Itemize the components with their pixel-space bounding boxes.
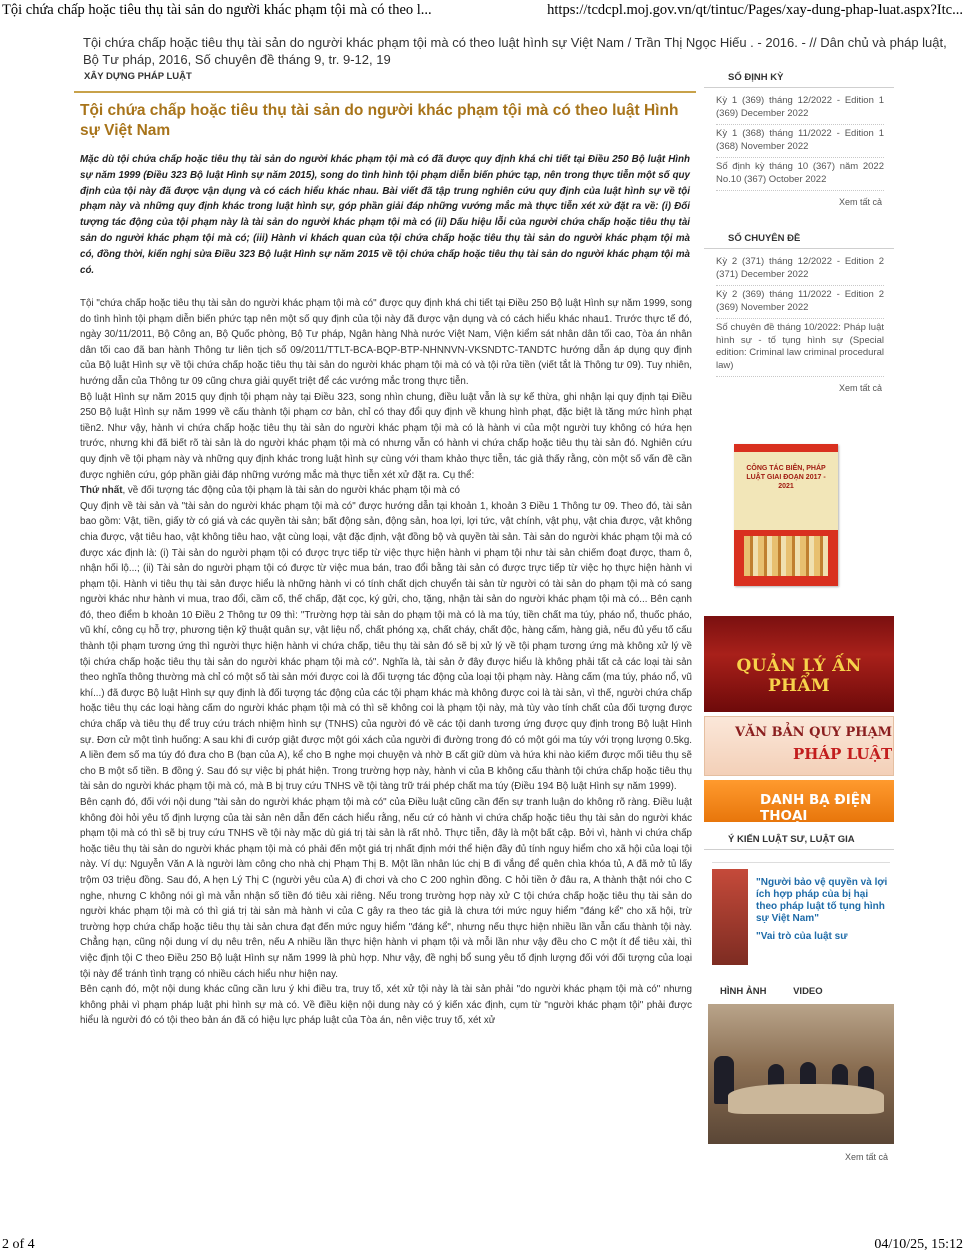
body-paragraph-4: Quy định về tài sản và "tài sản do người khác phạm tội mà có" được hướng dẫn tại khoản 1, khoản 3 Điều 1 Thông tư 09. Theo đó, tài sản bao gồm: Vật, tiền, giấy tờ có giá và các quyền tài sản; bất động sản, động sản, hoa lợi, lợi tức, vật chính, vật phụ, vật chia được, vật không chia được, vật tiêu hao, vật không tiêu hao, vật cùng loại, vật đặc định, vật đồng bộ và quyền tài sản. Tài sản do người khác phạm tội mà có được xác định là: (i) Tài sản do người phạm tội có được trực tiếp từ việc thực hiện hành vi phạm tội như tài sản chiếm đoạt được, tham ô, nhận hối lộ...; (ii) Tài sản do người phạm tội có được từ việc mua bán, trao đổi bằng tài sản có được trực tiếp từ việc họ thực hiện hành vi phạm tội. Hành vi tiêu thụ tài sản được hiểu là những hành vi có tính chất dịch chuyển tài sản từ người có tài sản do phạm tội mà có sang người khác như hành vi mua, trao đổi, cầm cố, thế chấp, đặt cọc, ký gửi, cho, tặng, nhận tài sản do người khác phạm tội mà có... Bên cạnh đó, theo điểm b khoản 10 Điều 2 Thông tư 09 thì: "Trường hợp tài sản do phạm tội mà có là ma túy, tiền chất ma túy, pháo nổ, thuốc pháo, vũ khí, công cụ hỗ trợ, phương tiện kỹ thuật quân sự, vật liệu nổ, chất phóng xạ, chất cháy, chất độc, hàng cấm, hàng giả, nếu đủ yếu tố cấu thành tội phạm tương ứng thì người thực hiện hành vi chứa chấp, tiêu thụ tài sản đó sẽ bị xử lý về tội phạm tương ứng mà không xử lý về tội chứa chấp hoặc tiêu thụ tài sản do người khác phạm tội mà có". Nghĩa là, tài sản ở đây được hiểu là không phải tất cả các loại tài sản theo nghĩa thông thường mà chỉ có một số tài sản mới được coi là đối tượng tác động của loại tội phạm này. Hàng cấm (ma túy, pháo nổ, vũ khí...) đã được Bộ luật Hình sự quy định là đối tượng tác động của các tội phạm khác mà không được coi là tài sản, vì thế, người chứa chấp hoặc tiêu thụ các loại hàng cấm do người khác phạm tội mà có thì sẽ không coi là phạm tội này, mà tùy vào tính chất của đối tượng được chứa chấp và tiêu thụ để truy cứu trách nhiệm hình sự (TNHS) của người đó về các tội danh tương ứng được quy định trong Bộ luật Hình sự. Đơn cử một tình huống: A sau khi đi cướp giật được một gói xách của người đi đường trong đó có một gói ma túy với trọng lượng 0.5kg. A liền đem số ma túy đó đưa cho B (bạn của A), kể cho B nghe mọi chuyện và nhờ B cất giữ dùm và hứa khi nào kiếm được mối tiêu thụ sẽ cho B một số tiền. B đồng ý. Sau đó sự việc bị phát hiện. Trong trường hợp này, hành vi của B không cấu thành tội chứa chấp hoặc tiêu thụ tài sản do người khác phạm tội mà có, mà B bị truy cứu TNHS về tội tàng trữ trái phép chất ma túy (Điều 194 Bộ luật Hình sự năm 1999). xyxy=(80,500,693,793)
media-tabs xyxy=(720,986,847,997)
body-paragraph-3 xyxy=(80,483,692,499)
article-body xyxy=(80,296,692,1029)
periodic-issues-heading: SỐ ĐỊNH KỲ xyxy=(704,68,894,88)
body-paragraph-2: Bộ luật Hình sự năm 2015 quy định tội phạm này tại Điều 323, song nhìn chung, điều luật vẫn là sự kế thừa, ghi nhận lại quy định tại Điều 250 Bộ luật Hình sự năm 1999 về cấu thành tội phạm cơ bản, chỉ có thay đổi quy định về khung hình phạt, đặc biệt là tăng mức hình phạt tiền2. Như vậy, hành vi chứa chấp hoặc tiêu thụ tài sản do người khác phạm tội mà có là hành vi của một người tuy không có hứa hẹn trước, nhưng khi đã biết rõ tài sản là do người khác phạm tội mà có nhưng vẫn có hành vi chứa chấp hoặc tiêu thụ tài sản đó. Nghiên cứu quy định về tội phạm này và những quy định khác trong luật hình sự cùng với tham khảo thực tiễn, tác giả thấy rằng, còn một số vấn đề cần được nghiên cứu, góp phần giải đáp những vướng mắc mà thực tiễn xét xử đặt ra. Cụ thể: xyxy=(80,391,692,481)
tab-images[interactable]: HÌNH ẢNH xyxy=(720,986,767,997)
print-page-number: 2 of 4 xyxy=(2,1237,35,1252)
print-footer xyxy=(0,1236,969,1254)
lawyer-opinion-section xyxy=(704,830,894,850)
lawyer-opinion-quote[interactable]: "Người bảo vệ quyền và lợi ích hợp pháp của bị hại theo pháp luật tố tụng hình sự Việt Nam" xyxy=(756,877,888,924)
article-title: Tội chứa chấp hoặc tiêu thụ tài sản do người khác phạm tội mà có theo luật Hình sự Việt Nam xyxy=(80,102,679,139)
section-divider xyxy=(74,91,696,93)
spacer xyxy=(704,207,894,229)
print-header-url[interactable]: https://tcdcpl.moj.gov.vn/qt/tintuc/Pages/xay-dung-phap-luat.aspx?Itc... xyxy=(547,2,963,18)
citation: Tội chứa chấp hoặc tiêu thụ tài sản do người khác phạm tội mà có theo luật hình sự Việt Nam / Trần Thị Ngọc Hiếu . - 2016. - // Dân chủ và pháp luật, Bộ Tư pháp, 2016, Số chuyên đề tháng 9, tr. 9-12, 19 xyxy=(83,35,947,67)
lawyer-opinion-text xyxy=(756,877,890,943)
lawyer-opinion-heading: Ý KIẾN LUẬT SƯ, LUẬT GIA xyxy=(704,830,894,850)
phone-directory-label: DANH BẠ ĐIỆN THOẠI xyxy=(760,792,872,824)
legal-documents-banner[interactable] xyxy=(704,716,894,776)
periodic-issue-item[interactable]: Kỳ 1 (369) tháng 12/2022 - Edition 1 (369) December 2022 xyxy=(716,92,884,125)
section-label[interactable]: XÂY DỰNG PHÁP LUẬT xyxy=(84,71,192,82)
print-header xyxy=(0,0,969,22)
print-header-title: Tội chứa chấp hoặc tiêu thụ tài sản do người khác phạm tội mà có theo l... xyxy=(2,2,432,18)
meeting-photo[interactable] xyxy=(708,1004,894,1144)
media-see-all-link[interactable]: Xem tất cả xyxy=(845,1152,889,1162)
special-issue-item[interactable]: Kỳ 2 (371) tháng 12/2022 - Edition 2 (371) December 2022 xyxy=(716,253,884,286)
lawyer-opinion-next[interactable]: "Vai trò của luật sư xyxy=(756,931,848,942)
body-paragraph-5: Bên cạnh đó, đối với nội dung "tài sản do người khác phạm tội mà có" của Điều luật cũng cần đến sự tranh luận do không rõ ràng. Điều luật không đòi hỏi yêu tố định lượng của tài sản nên dẫn đến cách hiểu rằng, nếu cứ có hành vi chứa chấp hoặc tiêu thụ tài sản do người khác phạm tội mà có thì sẽ bị truy cứu TNHS về tội này mặc dù giá trị tài sản là rất nhỏ. Thực tiễn, đây là một bất cập. Bởi vì, hành vi chứa chấp hoặc tiêu thụ tài sản do người khác phạm tội mà có phải đến một giá trị nhất định mới thể hiện đầy đủ tính nguy hiểm cho xã hội của loại tội này. Ví dụ: Nguyễn Văn A là người làm công cho nhà chị Phạm Thị B. Một lần nhân lúc chị B đi vắng để quên chìa khóa tủ, A đã mở tủ lấy trộm 03 triệu đồng. Sau đó, A hẹn Lý Thị C (người yêu của A) đi chơi và cho C 200 nghìn đồng. C hỏi tiền ở đâu ra, A thành thật nói cho C nghe, nhưng C không nói gì mà vẫn nhận số tiền đó tiêu xài riêng. Nếu trong trường hợp này xử C tội chứa chấp hoặc tiêu thụ tài sản do người khác phạm tội mà có thì giá trị tài sản mà hành vi của C gây ra theo tác giả là chưa tới mức nguy hiểm "đáng kể" cho xã hội, trừ trường hợp chứa chấp hoặc tiêu thụ tài sản chưa đạt đến mức nguy hiểm "đáng kể", nhưng nếu thực hiện nhiều lần vẫn cấu thành tội này. Chẳng hạn, cũng nội dung ví dụ nêu trên, nếu A nhiều lần thực hiện hành vi phạm tội và mỗi lần như vậy đều cho C một ít để tiêu xài, thì việc định tội C theo Điều 250 Bộ luật Hình sự năm 1999 là phù hợp. Như vậy, đề nghị bổ sung yêu tố định lượng đối với đối tượng của loại tội này để tránh tình trạng có nhiều cách hiểu như hiện nay. xyxy=(80,797,692,980)
special-issues-list xyxy=(716,253,884,377)
lawyer-opinion-thumbnail xyxy=(712,869,748,965)
body-paragraph-1: Tội "chứa chấp hoặc tiêu thụ tài sản do người khác phạm tội mà có" được quy định khá chi tiết tại Điều 250 Bộ luật Hình sự năm 1999, song do tình hình tội phạm diễn biến phức tạp nên một số quy định của tội này đã được vận dụng và có cách hiểu khác nhau1. Trước thực tế đó, ngày 30/11/2011, Bộ Công an, Bộ Quốc phòng, Bộ Tư pháp, Ngân hàng Nhà nước Việt Nam, Viện kiểm sát nhân dân tối cao, Tòa án nhân dân tối cao đã ban hành Thông tư liên tịch số 09/2011/TTLT-BCA-BQP-BTP-NHNNVN-VKSNDTC-TANDTC hướng dẫn áp dụng quy định của Bộ luật Hình sự về tội chứa chấp hoặc tiêu thụ tài sản do người khác phạm tội mà có và tội rửa tiền (viết tắt là Thông tư 09). Tuy nhiên, hướng dẫn của Thông tư 09 cũng chưa giải quyết triệt để các vướng mắc trong thực tiễn. xyxy=(80,298,692,387)
photo-table xyxy=(728,1084,884,1114)
article-abstract: Mặc dù tội chứa chấp hoặc tiêu thụ tài sản do người khác phạm tội mà có đã được quy định khá chi tiết tại Điều 250 Bộ luật Hình sự năm 1999 (Điều 323 Bộ luật Hình sự năm 2015), song do tình hình tội phạm diễn biến phức tạp, nên trong thực tiễn một số quy định của tội này đã được vận dụng và có cách hiểu khác nhau. Bài viết đã tập trung nghiên cứu quy định của luật hình sự về tội phạm này và những quy định khác trong luật hình sự, góp phần giải đáp những vướng mắc mà thực tiễn xét xử đặt ra về: (i) Đối tượng tác động của tội phạm này là tài sản do người khác phạm tội mà có (ii) Dấu hiệu lỗi của người chứa chấp hoặc tiêu thụ tài sản do người khác phạm tội mà có; (iii) Hành vi khách quan của tội chứa chấp hoặc tiêu thụ tài sản do người khác phạm tội mà có, đồng thời, kiến nghị sửa Điều 323 Bộ luật Hình sự năm 2015 về tội chứa chấp hoặc tiêu thụ tài sản do người khác phạm tội mà có. xyxy=(80,154,690,276)
book-cover-illustration xyxy=(744,536,828,576)
publication-management-label: QUẢN LÝ ẤN PHẨM xyxy=(736,656,862,696)
body-paragraph-3-rest: , về đối tượng tác động của tội phạm là tài sản do người khác phạm tội mà có xyxy=(122,485,460,497)
legal-documents-line1: VĂN BẢN QUY PHẠM xyxy=(735,725,893,740)
book-cover-image[interactable] xyxy=(734,444,838,586)
phone-directory-banner[interactable] xyxy=(704,780,894,822)
periodic-issue-item[interactable]: Số định kỳ tháng 10 (367) năm 2022 No.10 (367) October 2022 xyxy=(716,158,884,191)
periodic-issues-list xyxy=(716,92,884,191)
periodic-issue-item[interactable]: Kỳ 1 (368) tháng 11/2022 - Edition 1 (368) November 2022 xyxy=(716,125,884,158)
body-paragraph-6: Bên cạnh đó, một nội dung khác cũng cần lưu ý khi điều tra, truy tố, xét xử tội này là tài sản phải "do người khác phạm tội mà có" nhưng không phải vì phạm pháp luật phi hình sự mà có. Về điều kiện nội dung này có ý kiến xác định, cụm từ "người khác phạm tội" phải được hiểu là người đó có tội theo bản án đã có hiệu lực pháp luật của Tòa án, nên việc truy tố, xét xử xyxy=(80,984,692,1027)
sidebar xyxy=(704,68,894,393)
lawyer-opinion-card[interactable] xyxy=(712,862,890,973)
book-cover-title: CÔNG TÁC BIÊN, PHÁP LUẬT GIAI ĐOẠN 2017 - 2021 xyxy=(746,465,826,490)
special-issue-item[interactable]: Kỳ 2 (369) tháng 11/2022 - Edition 2 (369) November 2022 xyxy=(716,286,884,319)
special-issue-item[interactable]: Số chuyên đề tháng 10/2022: Pháp luật hình sự - tố tụng hình sự (Special edition: Criminal law criminal procedural law) xyxy=(716,319,884,377)
periodic-see-all-link[interactable]: Xem tất cả xyxy=(838,197,882,207)
special-see-all-link[interactable]: Xem tất cả xyxy=(838,383,882,393)
publication-management-banner[interactable] xyxy=(704,616,894,712)
print-timestamp: 04/10/25, 15:12 xyxy=(874,1237,963,1252)
tab-video[interactable]: VIDEO xyxy=(793,986,823,997)
special-issues-heading: SỐ CHUYÊN ĐỀ xyxy=(704,229,894,249)
body-paragraph-3-lead: Thứ nhất xyxy=(80,485,123,497)
legal-documents-line2: PHÁP LUẬT xyxy=(793,745,893,763)
